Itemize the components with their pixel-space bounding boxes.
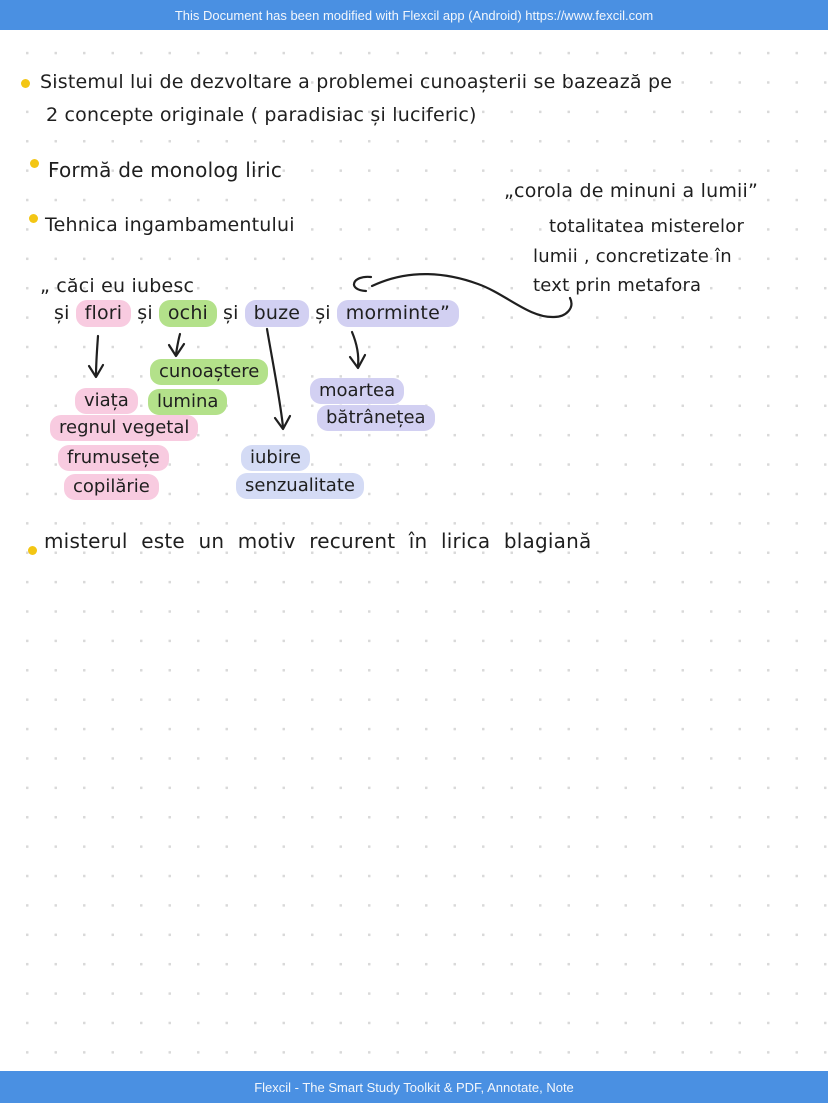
quote-line-1: „ căci eu iubesc — [40, 275, 195, 297]
concept-moartea: moartea — [310, 378, 404, 404]
quote-word-si-2: și — [137, 302, 153, 324]
annotation-line-1: „corola de minuni a lumii” — [504, 180, 759, 202]
note-line-misterul: misterul este un motiv recurent în lirica blagiană — [44, 529, 592, 553]
concept-viata: viața — [75, 388, 138, 414]
concept-senzualitate: senzualitate — [236, 473, 364, 499]
bullet-dot-3 — [29, 214, 38, 223]
quote-line-2 — [54, 300, 459, 327]
arrow-morminte-head — [350, 355, 365, 368]
annotation-line-2: totalitatea misterelor — [549, 216, 745, 237]
concept-batranetea: bătrânețea — [317, 405, 435, 431]
bullet-dot-2 — [30, 159, 39, 168]
connector-annotation-head — [354, 277, 371, 291]
watermark-footer-text: Flexcil - The Smart Study Toolkit & PDF, Annotate, Note — [254, 1079, 574, 1095]
annotation-line-4: text prin metafora — [533, 275, 702, 296]
arrow-ochi-down — [176, 334, 180, 354]
bullet-dot-1 — [21, 79, 30, 88]
arrow-flori-down — [96, 336, 98, 376]
note-line-sistemul: Sistemul lui de dezvoltare a problemei cunoașterii se bazează pe — [40, 71, 673, 93]
quote-word-si-1: și — [54, 302, 70, 324]
highlight-flori: flori — [76, 300, 132, 327]
note-line-concepte: 2 concepte originale ( paradisiac și luciferic) — [46, 104, 477, 126]
highlight-morminte: morminte” — [337, 300, 459, 327]
arrow-flori-head — [89, 365, 103, 377]
arrow-buze-head — [275, 416, 290, 429]
concept-lumina: lumina — [148, 389, 227, 415]
watermark-footer — [0, 1071, 828, 1103]
bullet-dot-4 — [28, 546, 37, 555]
watermark-header — [0, 0, 828, 30]
concept-regnul-vegetal: regnul vegetal — [50, 415, 198, 441]
concept-cunoastere: cunoaștere — [150, 359, 268, 385]
note-line-forma: Formă de monolog liric — [48, 158, 283, 182]
arrow-ochi-head — [169, 344, 184, 356]
watermark-header-text: This Document has been modified with Flexcil app (Android) https://www.fexcil.com — [174, 7, 654, 23]
concept-iubire: iubire — [241, 445, 310, 471]
arrow-morminte-down — [352, 332, 358, 366]
note-line-tehnica: Tehnica ingambamentului — [45, 214, 295, 236]
highlight-ochi: ochi — [159, 300, 217, 327]
highlight-buze: buze — [245, 300, 310, 327]
concept-frumusete: frumusețe — [58, 445, 169, 471]
quote-word-si-4: și — [315, 302, 331, 324]
concept-copilarie: copilărie — [64, 474, 159, 500]
arrow-buze-down — [267, 329, 283, 427]
quote-word-si-3: și — [223, 302, 239, 324]
annotation-line-3: lumii , concretizate în — [533, 246, 732, 267]
